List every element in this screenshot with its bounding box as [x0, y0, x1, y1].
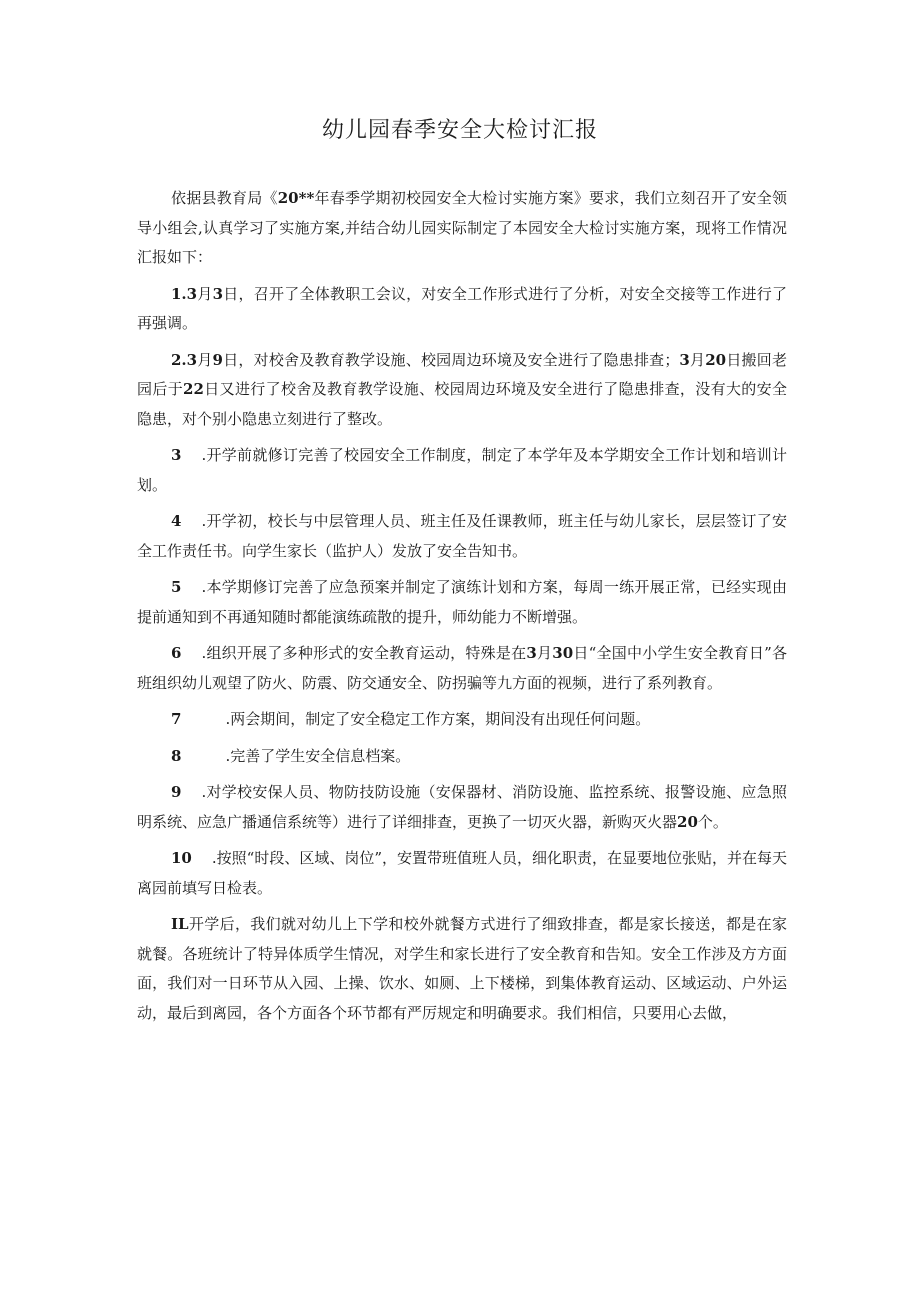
list-item-10: 10 .按照“时段、区域、岗位”，安置带班值班人员，细化职责，在显要地位张贴，并在每天离园前填写日检表。	[137, 849, 787, 897]
document-body	[137, 184, 787, 1035]
list-item-6: 6 .组织开展了多种形式的安全教育运动，特殊是在3月30日“全国中小学生安全教育日”各班组织幼儿观望了防火、防震、防交通安全、防拐骗等九方面的视频，进行了系列教育。	[137, 644, 787, 692]
list-item-9: 9 .对学校安保人员、物防技防设施（安保器材、消防设施、监控系统、报警设施、应急照明系统、应急广播通信系统等）进行了详细排查，更换了一切灭火器，新购灭火器20个。	[137, 783, 787, 831]
document-title: 幼儿园春季安全大检讨汇报	[321, 118, 598, 143]
list-item-11: IL开学后，我们就对幼儿上下学和校外就餐方式进行了细致排查，都是家长接送，都是在家就餐。各班统计了特异体质学生情况，对学生和家长进行了安全教育和告知。安全工作涉及方方面面，我们对一日环节从入园、上操、饮水、如厕、上下楼梯，到集体教育运动、区域运动、户外运动，最后到离园，各个方面各个环节都有严厉规定和明确要求。我们相信，只要用心去做，	[137, 915, 787, 1022]
list-item-5: 5 .本学期修订完善了应急预案并制定了演练计划和方案，每周一练开展正常，已经实现由提前通知到不再通知随时都能演练疏散的提升，师幼能力不断增强。	[137, 578, 787, 626]
list-item-4: 4 .开学初，校长与中层管理人员、班主任及任课教师，班主任与幼儿家长，层层签订了安全工作责任书。向学生家长（监护人）发放了安全告知书。	[137, 512, 787, 560]
list-item-8: 8 .完善了学生安全信息档案。	[171, 746, 411, 765]
list-item-7: 7 .两会期间，制定了安全稳定工作方案，期间没有出现任何问题。	[171, 710, 651, 728]
list-item-3: 3 .开学前就修订完善了校园安全工作制度，制定了本学年及本学期安全工作计划和培训计划。	[137, 446, 787, 494]
intro-year: 20**	[277, 189, 315, 207]
intro-paragraph: 依据县教育局《20**年春季学期初校园安全大检讨实施方案》要求，我们立刻召开了安全领导小组会,认真学习了实施方案,并结合幼儿园实际制定了本园安全大检讨实施方案，现将工作情况汇报如下：	[137, 189, 787, 266]
list-item-1: 1.3月3日，召开了全体教职工会议，对安全工作形式进行了分析，对安全交接等工作进行了再强调。	[137, 284, 787, 332]
list-item-2: 2.3月9日，对校舍及教育教学设施、校园周边环境及安全进行了隐患排查；3月20日搬回老园后于22日又进行了校舍及教育教学设施、校园周边环境及安全进行了隐患排查，没有大的安全隐患，对个别小隐患立刻进行了整改。	[137, 350, 787, 428]
